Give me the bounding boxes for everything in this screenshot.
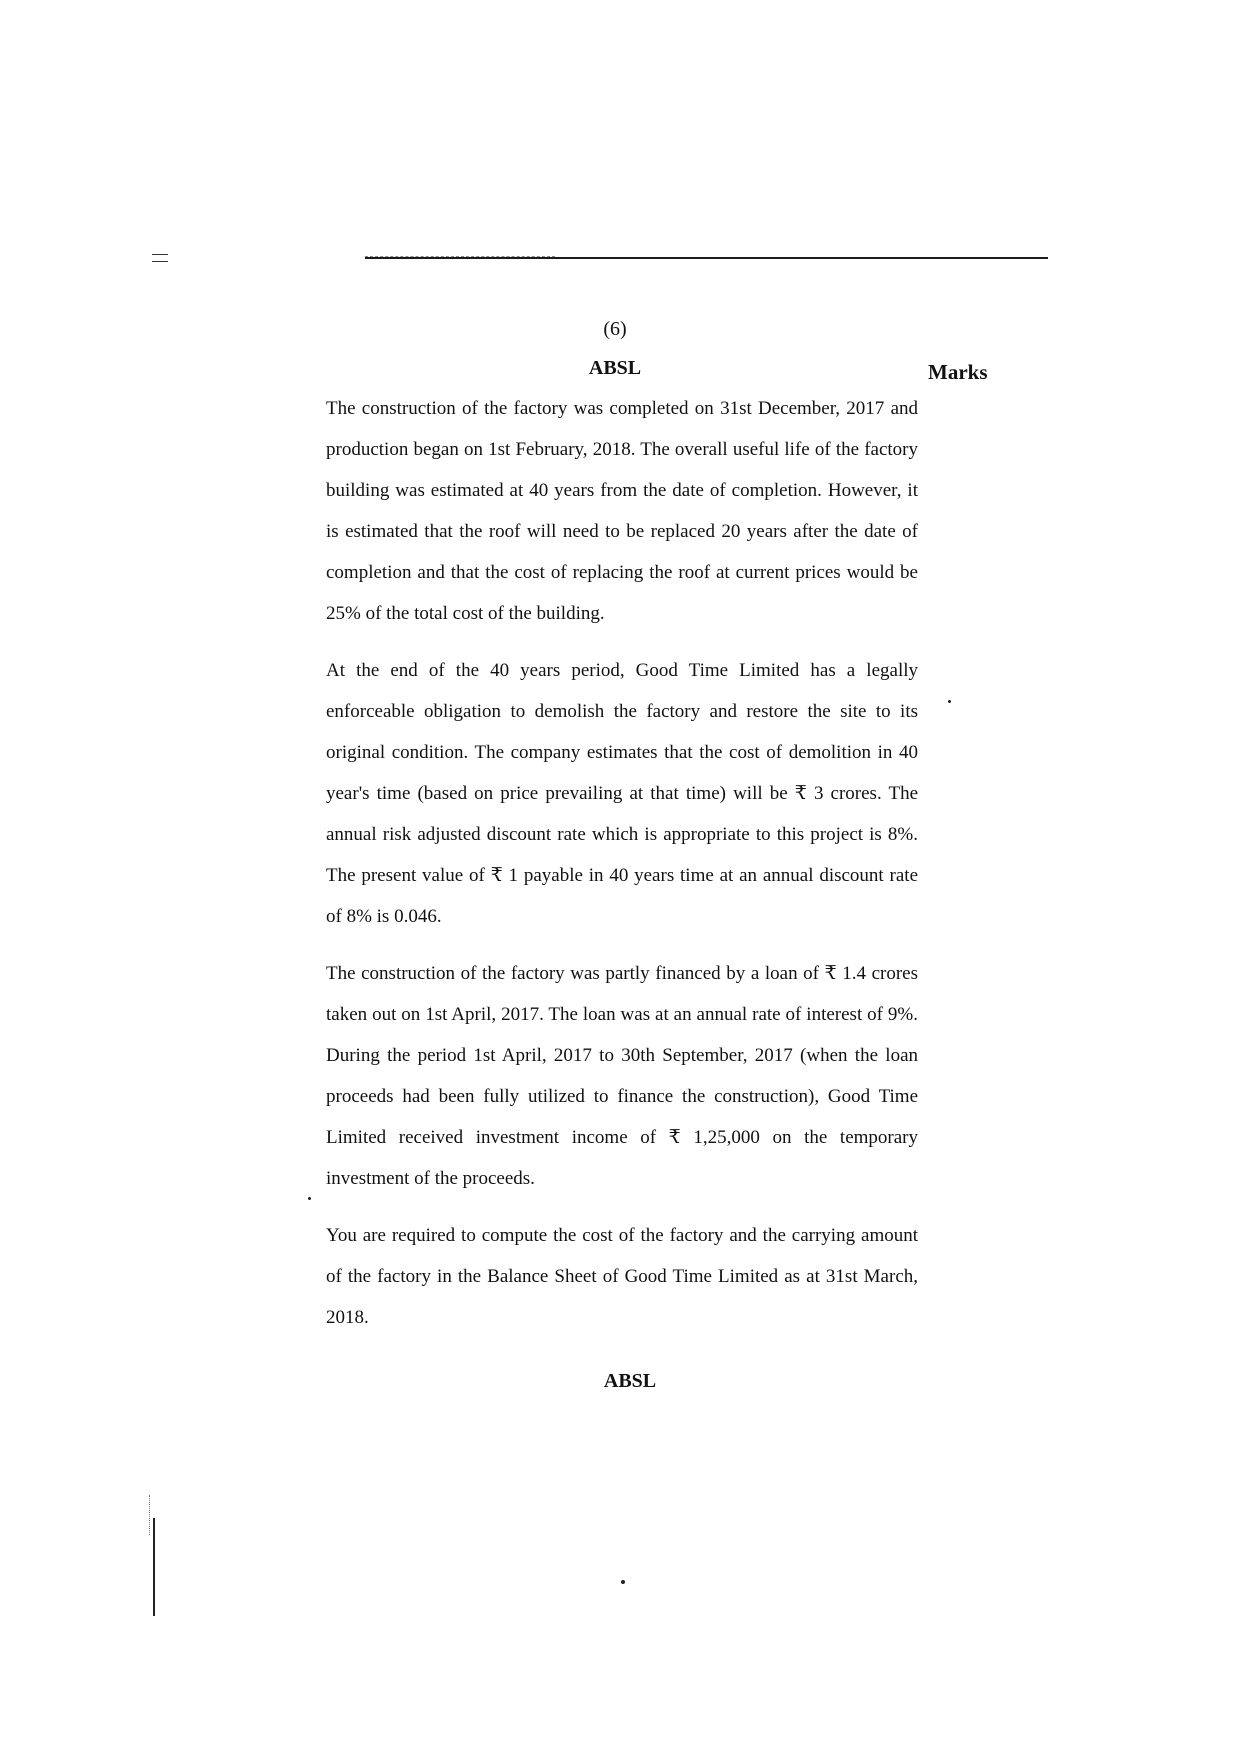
scan-margin-line-faint: [149, 1495, 150, 1535]
top-rule: [365, 257, 1048, 259]
scan-margin-line: [153, 1518, 155, 1616]
paragraph-loan: The construction of the factory was partly financed by a loan of ₹ 1.4 crores taken out on 1st April, 2017. The loan was at an annual rate of interest of 9%. During the period 1st April, 2017 to 30th September, 2017 (when the loan proceeds had been fully utilized to finance the construction), Good Time Limited received investment income of ₹ 1,25,000 on the temporary investment of the proceeds.: [326, 963, 918, 1189]
paragraph-construction: The construction of the factory was completed on 31st December, 2017 and production began on 1st February, 2018. The overall useful life of the factory building was estimated at 40 years from the date of completion. However, it is estimated that the roof will need to be replaced 20 years after the date of completion and that the cost of replacing the roof at current prices would be 25% of the total cost of the building.: [326, 398, 918, 624]
scan-margin-mark: [152, 254, 168, 262]
paragraph-requirement: You are required to compute the cost of the factory and the carrying amount of the factory in the Balance Sheet of Good Time Limited as at 31st March, 2018.: [326, 1225, 918, 1328]
scan-speck: [308, 1197, 311, 1200]
marks-column-label: Marks: [928, 360, 988, 384]
page-number: (6): [603, 318, 627, 340]
paragraph-demolition: At the end of the 40 years period, Good Time Limited has a legally enforceable obligation to demolish the factory and restore the site to its original condition. The company estimates that the cost of demolition in 40 year's time (based on price prevailing at that time) will be ₹ 3 crores. The annual risk adjusted discount rate which is appropriate to this project is 8%. The present value of ₹ 1 payable in 40 years time at an annual discount rate of 8% is 0.046.: [326, 660, 918, 927]
footer-paper-code: ABSL: [603, 1370, 657, 1392]
question-body: [326, 388, 918, 1354]
scan-speck: [621, 1580, 625, 1584]
header-paper-code: ABSL: [588, 357, 642, 379]
scan-speck: [948, 700, 951, 703]
